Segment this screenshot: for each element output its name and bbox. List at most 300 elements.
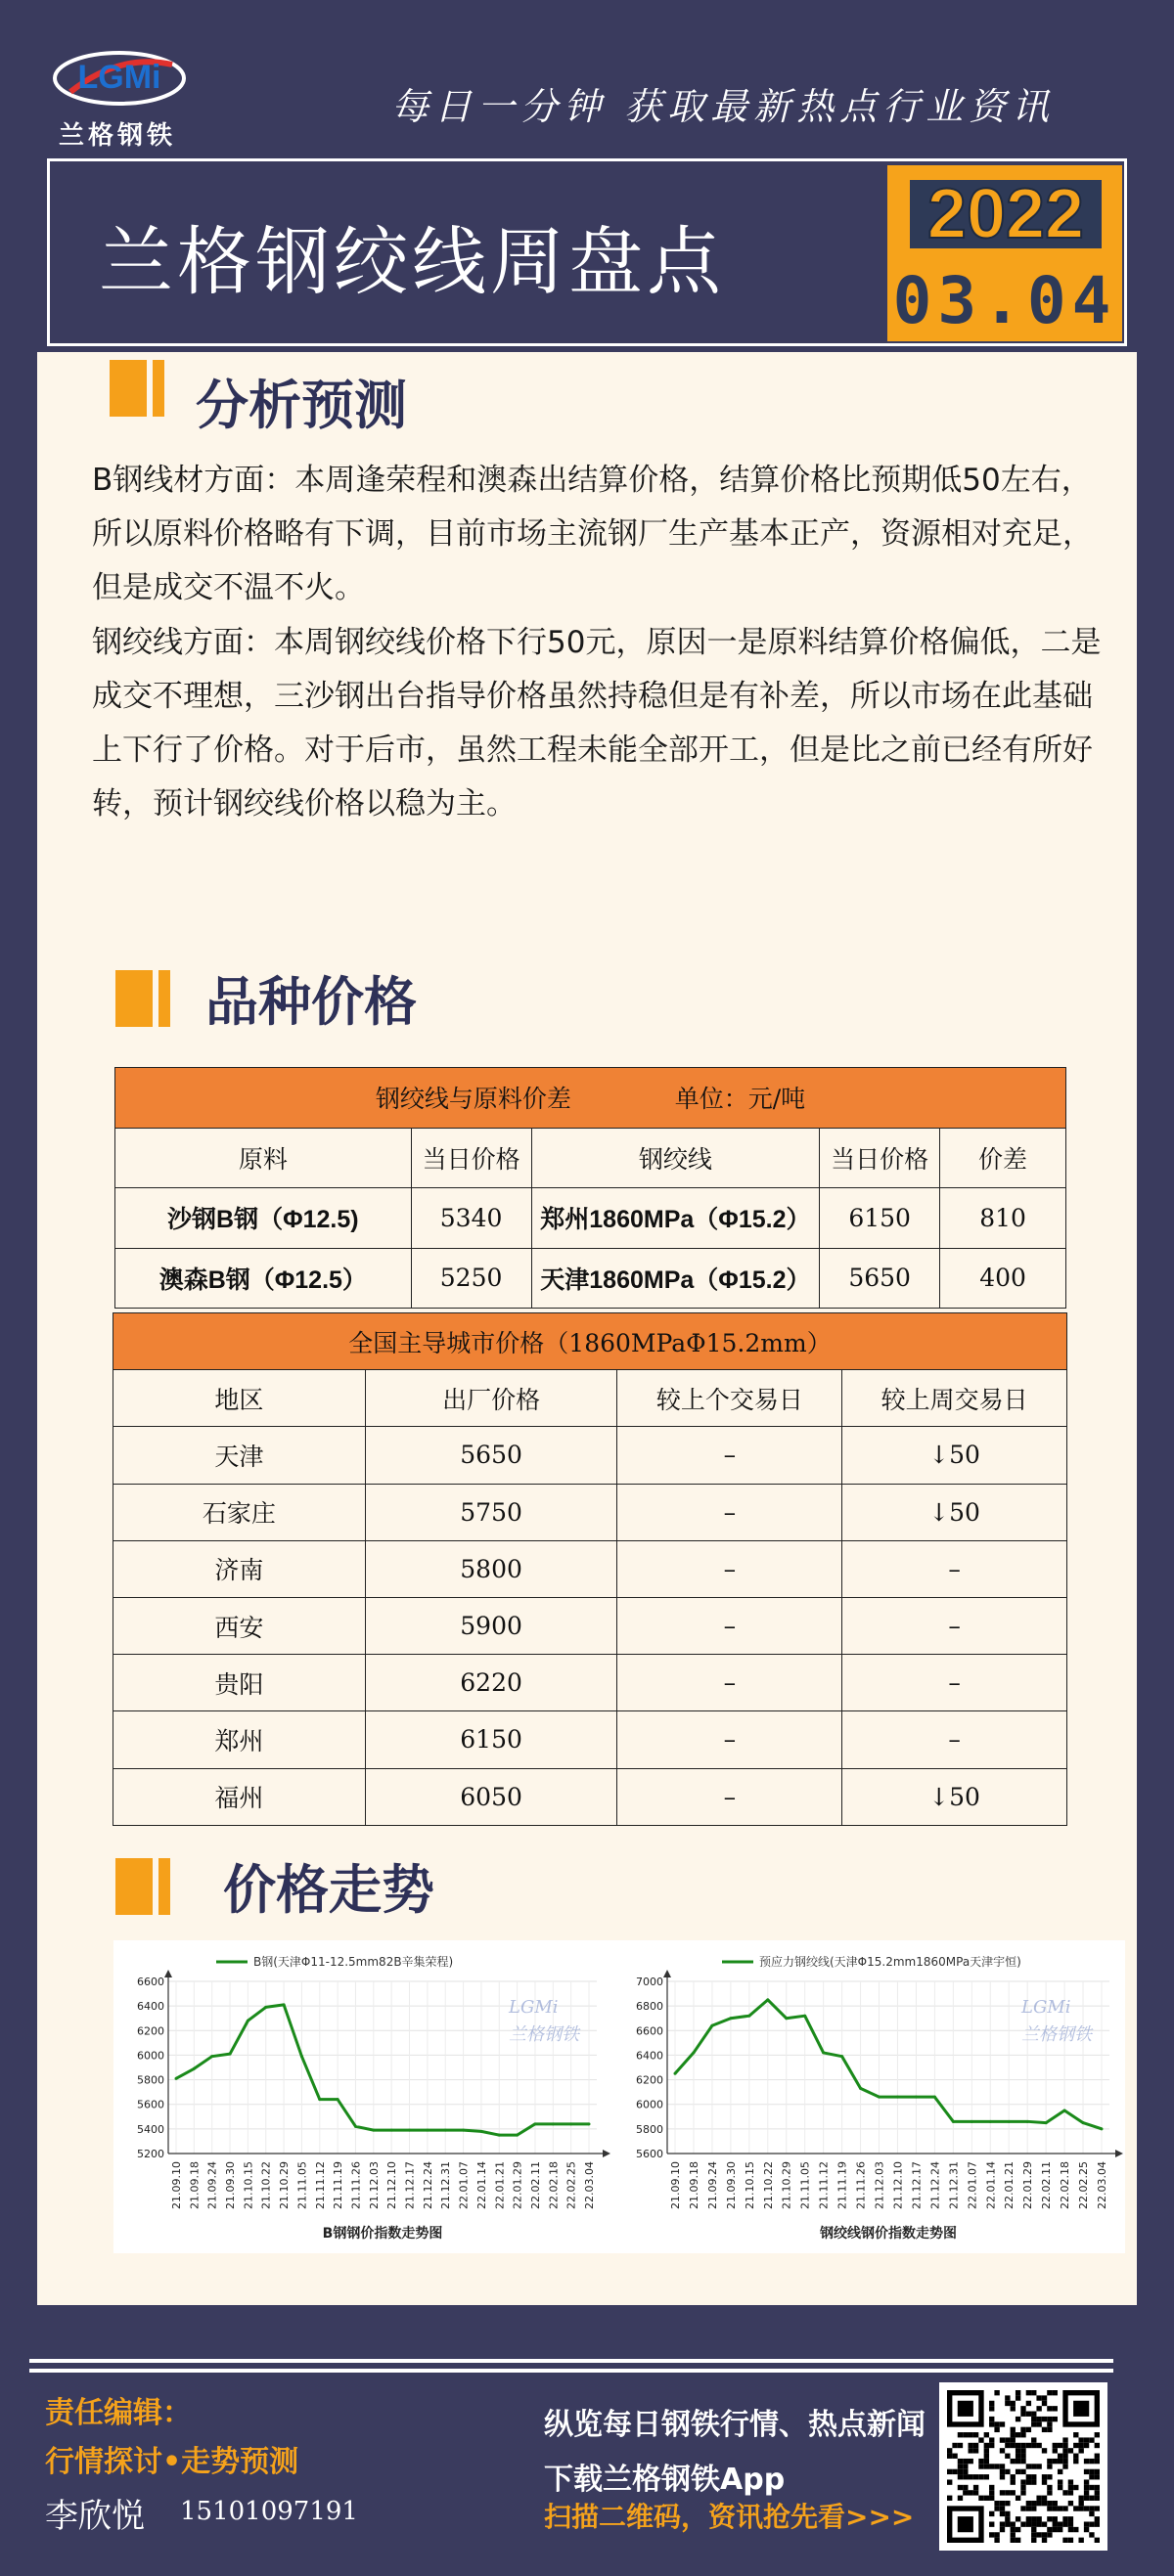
analysis-paragraph: 钢绞线方面：本周钢绞线价格下行50元，原因一是原料结算价格偏低，二是成交不理想，三沙钢出台指导价格虽然持稳但是有补差，所以市场在此基础上下行了价格。对于后市，虽然工程未能全部开工，但是比之前已经有所好转，预计钢绞线价格以稳为主。 bbox=[92, 625, 1102, 822]
qr-module bbox=[1005, 2395, 1010, 2400]
x-tick-label: 21.10.22 bbox=[761, 2161, 775, 2209]
qr-module bbox=[1062, 2538, 1067, 2543]
qr-module bbox=[1089, 2469, 1094, 2474]
qr-module bbox=[1089, 2485, 1094, 2490]
qr-module bbox=[989, 2490, 994, 2495]
data-point bbox=[747, 2015, 750, 2018]
qr-module bbox=[1089, 2506, 1094, 2510]
qr-module bbox=[969, 2443, 973, 2448]
y-tick-label: 6000 bbox=[137, 2049, 164, 2063]
divider bbox=[29, 2359, 1113, 2363]
x-tick-label: 21.09.10 bbox=[669, 2161, 682, 2209]
data-point bbox=[1082, 2121, 1085, 2124]
qr-module bbox=[973, 2474, 978, 2479]
column-header: 价差 bbox=[940, 1128, 1066, 1188]
qr-module bbox=[1026, 2506, 1031, 2510]
spread-table-title-text: 钢绞线与原料价差 bbox=[375, 1085, 571, 1114]
table-cell: 6150 bbox=[820, 1188, 940, 1249]
qr-module bbox=[1095, 2459, 1100, 2464]
x-tick-label: 22.02.25 bbox=[1077, 2161, 1091, 2209]
qr-module bbox=[952, 2443, 957, 2448]
qr-module bbox=[1016, 2454, 1020, 2459]
qr-module bbox=[958, 2443, 963, 2448]
qr-module bbox=[1084, 2485, 1089, 2490]
qr-module bbox=[1058, 2506, 1062, 2510]
y-tick-label: 5600 bbox=[137, 2098, 164, 2111]
qr-module bbox=[1000, 2421, 1005, 2426]
qr-module bbox=[1031, 2538, 1036, 2543]
x-tick-label: 22.02.11 bbox=[528, 2161, 542, 2209]
data-point bbox=[264, 2006, 267, 2009]
table-cell: 5900 bbox=[365, 1597, 617, 1654]
qr-module bbox=[1000, 2506, 1005, 2510]
chart-caption: 钢绞线钢价指数走势图 bbox=[820, 2226, 957, 2242]
qr-module bbox=[947, 2479, 952, 2484]
qr-module bbox=[963, 2474, 968, 2479]
qr-module bbox=[994, 2506, 999, 2510]
data-point bbox=[193, 2067, 196, 2070]
qr-module bbox=[1047, 2459, 1052, 2464]
qr-module bbox=[1047, 2421, 1052, 2426]
table-cell: – bbox=[617, 1427, 842, 1484]
qr-module bbox=[1016, 2443, 1020, 2448]
table-row bbox=[113, 1540, 1067, 1597]
qr-module bbox=[1073, 2454, 1078, 2459]
qr-module bbox=[1089, 2437, 1094, 2442]
data-point bbox=[229, 2053, 232, 2056]
qr-module bbox=[1068, 2538, 1073, 2543]
qr-module bbox=[1011, 2459, 1016, 2464]
download-app-text[interactable]: 下载兰格钢铁App bbox=[544, 2463, 786, 2497]
y-tick-label: 6800 bbox=[636, 2000, 663, 2014]
data-point bbox=[462, 2129, 465, 2132]
qr-module bbox=[1011, 2406, 1016, 2411]
divider bbox=[29, 2369, 1113, 2373]
qr-module bbox=[1058, 2521, 1062, 2526]
qr-module bbox=[1073, 2443, 1078, 2448]
table-row bbox=[113, 1768, 1067, 1825]
qr-module bbox=[1000, 2501, 1005, 2506]
qr-module bbox=[978, 2464, 983, 2468]
data-point bbox=[390, 2129, 393, 2132]
qr-module bbox=[1020, 2406, 1025, 2411]
x-tick-label: 21.09.10 bbox=[170, 2161, 183, 2209]
data-point bbox=[175, 2077, 178, 2080]
qr-module bbox=[989, 2511, 994, 2516]
qr-module bbox=[1078, 2437, 1083, 2442]
qr-module bbox=[1011, 2538, 1016, 2543]
x-axis-arrow bbox=[1115, 2150, 1123, 2157]
qr-module bbox=[1036, 2443, 1041, 2448]
qr-module bbox=[1084, 2490, 1089, 2495]
data-point bbox=[840, 2055, 843, 2058]
qr-module bbox=[1053, 2521, 1058, 2526]
table-row bbox=[113, 1427, 1067, 1484]
y-tick-label: 5800 bbox=[137, 2073, 164, 2087]
x-tick-label: 22.01.14 bbox=[984, 2161, 998, 2209]
qr-module bbox=[1000, 2490, 1005, 2495]
qr-module bbox=[969, 2432, 973, 2437]
data-point bbox=[915, 2096, 918, 2099]
table-cell: 郑州1860MPa（Φ15.2） bbox=[531, 1188, 820, 1249]
qr-module bbox=[1042, 2538, 1047, 2543]
qr-module bbox=[1084, 2479, 1089, 2484]
x-tick-label: 22.01.07 bbox=[457, 2161, 471, 2209]
qr-module bbox=[1020, 2432, 1025, 2437]
y-tick-label: 6200 bbox=[636, 2073, 663, 2087]
footer-promo-line: 纵览每日钢铁行情、热点新闻 bbox=[544, 2408, 926, 2442]
qr-module bbox=[1031, 2443, 1036, 2448]
y-axis-arrow bbox=[164, 1970, 172, 1977]
qr-module bbox=[1047, 2406, 1052, 2411]
data-point bbox=[766, 1998, 769, 2001]
qr-module bbox=[989, 2532, 994, 2537]
spread-table-title bbox=[115, 1068, 1066, 1129]
spread-table bbox=[114, 1067, 1066, 1309]
qr-module bbox=[1005, 2516, 1010, 2521]
x-tick-label: 21.11.26 bbox=[349, 2161, 363, 2209]
table-cell: – bbox=[842, 1540, 1067, 1597]
qr-module bbox=[963, 2485, 968, 2490]
qr-module bbox=[1016, 2417, 1020, 2421]
qr-module bbox=[1053, 2506, 1058, 2510]
qr-module bbox=[1047, 2427, 1052, 2432]
qr-module bbox=[994, 2464, 999, 2468]
x-axis-arrow bbox=[603, 2150, 610, 2157]
slogan: 每日一分钟 获取最新热点行业资讯 bbox=[391, 85, 1056, 128]
qr-module bbox=[1047, 2474, 1052, 2479]
analysis-heading: 分析预测 bbox=[196, 375, 407, 436]
column-header: 钢绞线 bbox=[531, 1128, 820, 1188]
qr-module bbox=[1068, 2448, 1073, 2453]
date-day: 03.04 bbox=[892, 263, 1117, 338]
analysis-paragraph: B钢线材方面：本周逢荣程和澳森出结算价格，结算价格比预期低50左右，所以原料价格略有下调，目前市场主流钢厂生产基本正产，资源相对充足，但是成交不温不火。 bbox=[92, 463, 1093, 605]
qr-module bbox=[989, 2464, 994, 2468]
qr-module bbox=[973, 2490, 978, 2495]
x-tick-label: 21.10.15 bbox=[242, 2161, 255, 2209]
qr-module bbox=[1073, 2485, 1078, 2490]
qr-module bbox=[1031, 2532, 1036, 2537]
qr-module bbox=[1031, 2527, 1036, 2532]
qr-module bbox=[1058, 2454, 1062, 2459]
qr-module bbox=[1026, 2474, 1031, 2479]
y-tick-label: 5600 bbox=[636, 2148, 663, 2160]
x-tick-label: 22.03.04 bbox=[1096, 2161, 1108, 2209]
qr-module bbox=[963, 2490, 968, 2495]
data-point bbox=[803, 2015, 806, 2018]
data-point bbox=[1008, 2120, 1011, 2123]
y-axis-arrow bbox=[663, 1970, 671, 1977]
qr-module bbox=[1005, 2521, 1010, 2526]
data-point bbox=[1063, 2110, 1066, 2112]
qr-module bbox=[1036, 2516, 1041, 2521]
qr-module bbox=[984, 2496, 989, 2501]
qr-module bbox=[1026, 2412, 1031, 2417]
qr-module bbox=[1062, 2448, 1067, 2453]
x-tick-label: 22.01.21 bbox=[1003, 2161, 1016, 2209]
qr-module bbox=[1047, 2532, 1052, 2537]
legend-label: B钢(天津Φ11-12.5mm82B辛集荣程) bbox=[253, 1955, 454, 1969]
section-marker-icon bbox=[115, 970, 170, 1027]
qr-module bbox=[973, 2448, 978, 2453]
qr-module bbox=[1020, 2412, 1025, 2417]
x-tick-label: 22.02.18 bbox=[1059, 2161, 1072, 2209]
qr-module bbox=[1036, 2521, 1041, 2526]
qr-module bbox=[1047, 2527, 1052, 2532]
qr-module bbox=[1058, 2443, 1062, 2448]
qr-module bbox=[1031, 2516, 1036, 2521]
city-price-table bbox=[113, 1312, 1067, 1826]
qr-module bbox=[1031, 2412, 1036, 2417]
data-point bbox=[318, 2098, 321, 2101]
qr-module bbox=[1031, 2506, 1036, 2510]
qr-module bbox=[963, 2464, 968, 2468]
data-point bbox=[479, 2130, 482, 2133]
qr-module bbox=[1011, 2479, 1016, 2484]
data-point bbox=[426, 2129, 429, 2132]
qr-module bbox=[1095, 2469, 1100, 2474]
column-header: 当日价格 bbox=[820, 1128, 940, 1188]
qr-module bbox=[1036, 2464, 1041, 2468]
qr-module bbox=[1053, 2448, 1058, 2453]
qr-module bbox=[1031, 2474, 1036, 2479]
qr-module bbox=[1095, 2454, 1100, 2459]
qr-module bbox=[1042, 2427, 1047, 2432]
qr-module bbox=[952, 2469, 957, 2474]
qr-module bbox=[978, 2496, 983, 2501]
qr-module bbox=[984, 2464, 989, 2468]
qr-module bbox=[1000, 2521, 1005, 2526]
qr-module bbox=[1062, 2464, 1067, 2468]
table-cell: 5750 bbox=[365, 1484, 617, 1540]
qr-module bbox=[989, 2496, 994, 2501]
qr-module bbox=[1005, 2401, 1010, 2406]
qr-module bbox=[1020, 2443, 1025, 2448]
x-tick-label: 22.01.21 bbox=[493, 2161, 507, 2209]
x-tick-label: 21.09.24 bbox=[705, 2161, 719, 2209]
watermark-text: 兰格钢铁 bbox=[1021, 2024, 1092, 2045]
x-tick-label: 22.02.18 bbox=[547, 2161, 561, 2209]
column-header: 地区 bbox=[113, 1370, 366, 1427]
x-tick-label: 21.11.05 bbox=[798, 2161, 812, 2209]
qr-module bbox=[1058, 2469, 1062, 2474]
qr-module bbox=[989, 2521, 994, 2526]
qr-module bbox=[1073, 2527, 1078, 2532]
qr-module bbox=[989, 2406, 994, 2411]
qr-code-graphic bbox=[947, 2390, 1100, 2543]
qr-module bbox=[1031, 2417, 1036, 2421]
qr-module bbox=[952, 2454, 957, 2459]
qr-module bbox=[1068, 2516, 1073, 2521]
qr-module bbox=[1011, 2443, 1016, 2448]
qr-module bbox=[1011, 2427, 1016, 2432]
x-tick-label: 21.11.19 bbox=[835, 2161, 849, 2209]
qr-module bbox=[1036, 2496, 1041, 2501]
qr-module bbox=[1011, 2527, 1016, 2532]
qr-module bbox=[1078, 2443, 1083, 2448]
data-point bbox=[971, 2120, 973, 2123]
qr-module bbox=[989, 2437, 994, 2442]
table-cell: – bbox=[842, 1597, 1067, 1654]
qr-module bbox=[1031, 2464, 1036, 2468]
qr-module bbox=[1047, 2390, 1052, 2395]
qr-module bbox=[1020, 2454, 1025, 2459]
watermark-text: 兰格钢铁 bbox=[509, 2024, 579, 2045]
qr-module bbox=[958, 2469, 963, 2474]
qr-module bbox=[1073, 2506, 1078, 2510]
qr-module bbox=[1042, 2395, 1047, 2400]
x-tick-label: 22.02.11 bbox=[1040, 2161, 1054, 2209]
qr-module bbox=[1062, 2437, 1067, 2442]
x-tick-label: 21.12.31 bbox=[439, 2161, 453, 2209]
qr-module bbox=[1026, 2521, 1031, 2526]
qr-module bbox=[1053, 2417, 1058, 2421]
data-point bbox=[785, 2017, 788, 2020]
qr-module bbox=[1089, 2521, 1094, 2526]
qr-module bbox=[1031, 2479, 1036, 2484]
qr-module bbox=[1068, 2490, 1073, 2495]
qr-module bbox=[969, 2474, 973, 2479]
x-tick-label: 21.12.24 bbox=[928, 2161, 942, 2209]
series-line bbox=[675, 2000, 1102, 2129]
qr-module bbox=[958, 2496, 963, 2501]
qr-module bbox=[1062, 2490, 1067, 2495]
qr-module bbox=[1011, 2490, 1016, 2495]
qr-module bbox=[1068, 2527, 1073, 2532]
watermark-logo: LGMi bbox=[1021, 1997, 1071, 2018]
table-row bbox=[113, 1597, 1067, 1654]
qr-finder bbox=[1073, 2401, 1089, 2417]
qr-module bbox=[1016, 2448, 1020, 2453]
qr-module bbox=[973, 2443, 978, 2448]
x-tick-label: 21.12.03 bbox=[367, 2161, 381, 2209]
qr-module bbox=[978, 2459, 983, 2464]
data-point bbox=[516, 2134, 519, 2137]
y-tick-label: 6600 bbox=[636, 2024, 663, 2038]
table-cell: 济南 bbox=[113, 1540, 366, 1597]
qr-module bbox=[1031, 2437, 1036, 2442]
qr-module bbox=[1078, 2448, 1083, 2453]
x-tick-label: 21.12.03 bbox=[873, 2161, 886, 2209]
qr-module bbox=[947, 2454, 952, 2459]
qr-module bbox=[1005, 2501, 1010, 2506]
qr-module bbox=[1016, 2432, 1020, 2437]
qr-module bbox=[1016, 2496, 1020, 2501]
chart-caption: B钢钢价指数走势图 bbox=[322, 2226, 443, 2242]
qr-module bbox=[1000, 2474, 1005, 2479]
data-point bbox=[822, 2051, 825, 2054]
table-cell: – bbox=[617, 1655, 842, 1711]
qr-module bbox=[1000, 2448, 1005, 2453]
qr-finder bbox=[958, 2516, 973, 2532]
qr-module bbox=[958, 2474, 963, 2479]
page-title: 兰格钢绞线周盘点 bbox=[99, 218, 725, 305]
section-marker-icon bbox=[110, 360, 164, 417]
qr-module bbox=[994, 2421, 999, 2426]
qr-module bbox=[984, 2448, 989, 2453]
data-point bbox=[952, 2120, 955, 2123]
table-cell: 天津1860MPa（Φ15.2） bbox=[531, 1248, 820, 1309]
x-tick-label: 21.11.12 bbox=[817, 2161, 831, 2209]
x-tick-label: 21.12.24 bbox=[421, 2161, 434, 2209]
qr-module bbox=[984, 2474, 989, 2479]
qr-finder bbox=[958, 2401, 973, 2417]
data-point bbox=[989, 2120, 992, 2123]
qr-module bbox=[1089, 2474, 1094, 2479]
qr-module bbox=[1062, 2521, 1067, 2526]
qr-module bbox=[1042, 2474, 1047, 2479]
qr-module bbox=[1011, 2432, 1016, 2437]
qr-module bbox=[1047, 2490, 1052, 2495]
qr-module bbox=[963, 2469, 968, 2474]
data-point bbox=[533, 2122, 536, 2125]
x-tick-label: 22.01.07 bbox=[966, 2161, 979, 2209]
x-tick-label: 21.10.29 bbox=[278, 2161, 292, 2209]
qr-module bbox=[1042, 2501, 1047, 2506]
qr-module bbox=[989, 2401, 994, 2406]
qr-module bbox=[1016, 2395, 1020, 2400]
qr-module bbox=[1005, 2437, 1010, 2442]
qr-module bbox=[978, 2474, 983, 2479]
prices-heading: 品种价格 bbox=[205, 971, 417, 1033]
table-cell: 郑州 bbox=[113, 1711, 366, 1768]
qr-module bbox=[1042, 2521, 1047, 2526]
data-point bbox=[710, 2024, 713, 2027]
qr-module bbox=[1062, 2516, 1067, 2521]
data-point bbox=[729, 2017, 732, 2020]
chart-strand-svg bbox=[612, 1940, 1125, 2253]
qr-module bbox=[1016, 2459, 1020, 2464]
qr-module bbox=[1016, 2516, 1020, 2521]
section-marker-icon bbox=[115, 1858, 170, 1915]
x-tick-label: 21.11.12 bbox=[313, 2161, 327, 2209]
city-table-title-row bbox=[113, 1313, 1067, 1370]
editor-name: 李欣悦 bbox=[45, 2497, 145, 2536]
data-point bbox=[552, 2122, 555, 2125]
y-tick-label: 6400 bbox=[137, 2000, 164, 2014]
data-point bbox=[283, 2003, 286, 2006]
table-cell: 5650 bbox=[365, 1427, 617, 1484]
qr-module bbox=[1078, 2538, 1083, 2543]
qr-module bbox=[1000, 2527, 1005, 2532]
qr-module bbox=[973, 2485, 978, 2490]
table-cell: 沙钢B钢（Φ12.5) bbox=[115, 1188, 412, 1249]
qr-module bbox=[963, 2432, 968, 2437]
qr-module bbox=[1058, 2485, 1062, 2490]
qr-module bbox=[1095, 2485, 1100, 2490]
title-banner bbox=[47, 158, 1127, 346]
y-tick-label: 6000 bbox=[636, 2098, 663, 2111]
qr-code-icon[interactable] bbox=[939, 2382, 1107, 2551]
qr-module bbox=[947, 2448, 952, 2453]
qr-module bbox=[1053, 2390, 1058, 2395]
qr-module bbox=[1047, 2464, 1052, 2468]
table-cell: – bbox=[617, 1768, 842, 1825]
qr-module bbox=[994, 2427, 999, 2432]
qr-module bbox=[1011, 2401, 1016, 2406]
qr-module bbox=[1095, 2538, 1100, 2543]
qr-module bbox=[1062, 2506, 1067, 2510]
qr-module bbox=[1095, 2432, 1100, 2437]
data-point bbox=[372, 2129, 375, 2132]
y-tick-label: 7000 bbox=[636, 1976, 663, 1988]
qr-module bbox=[1011, 2532, 1016, 2537]
table-cell: 400 bbox=[940, 1248, 1066, 1309]
qr-module bbox=[1053, 2406, 1058, 2411]
qr-module bbox=[1058, 2459, 1062, 2464]
y-tick-label: 5400 bbox=[137, 2122, 164, 2136]
x-tick-label: 22.01.29 bbox=[511, 2161, 524, 2209]
